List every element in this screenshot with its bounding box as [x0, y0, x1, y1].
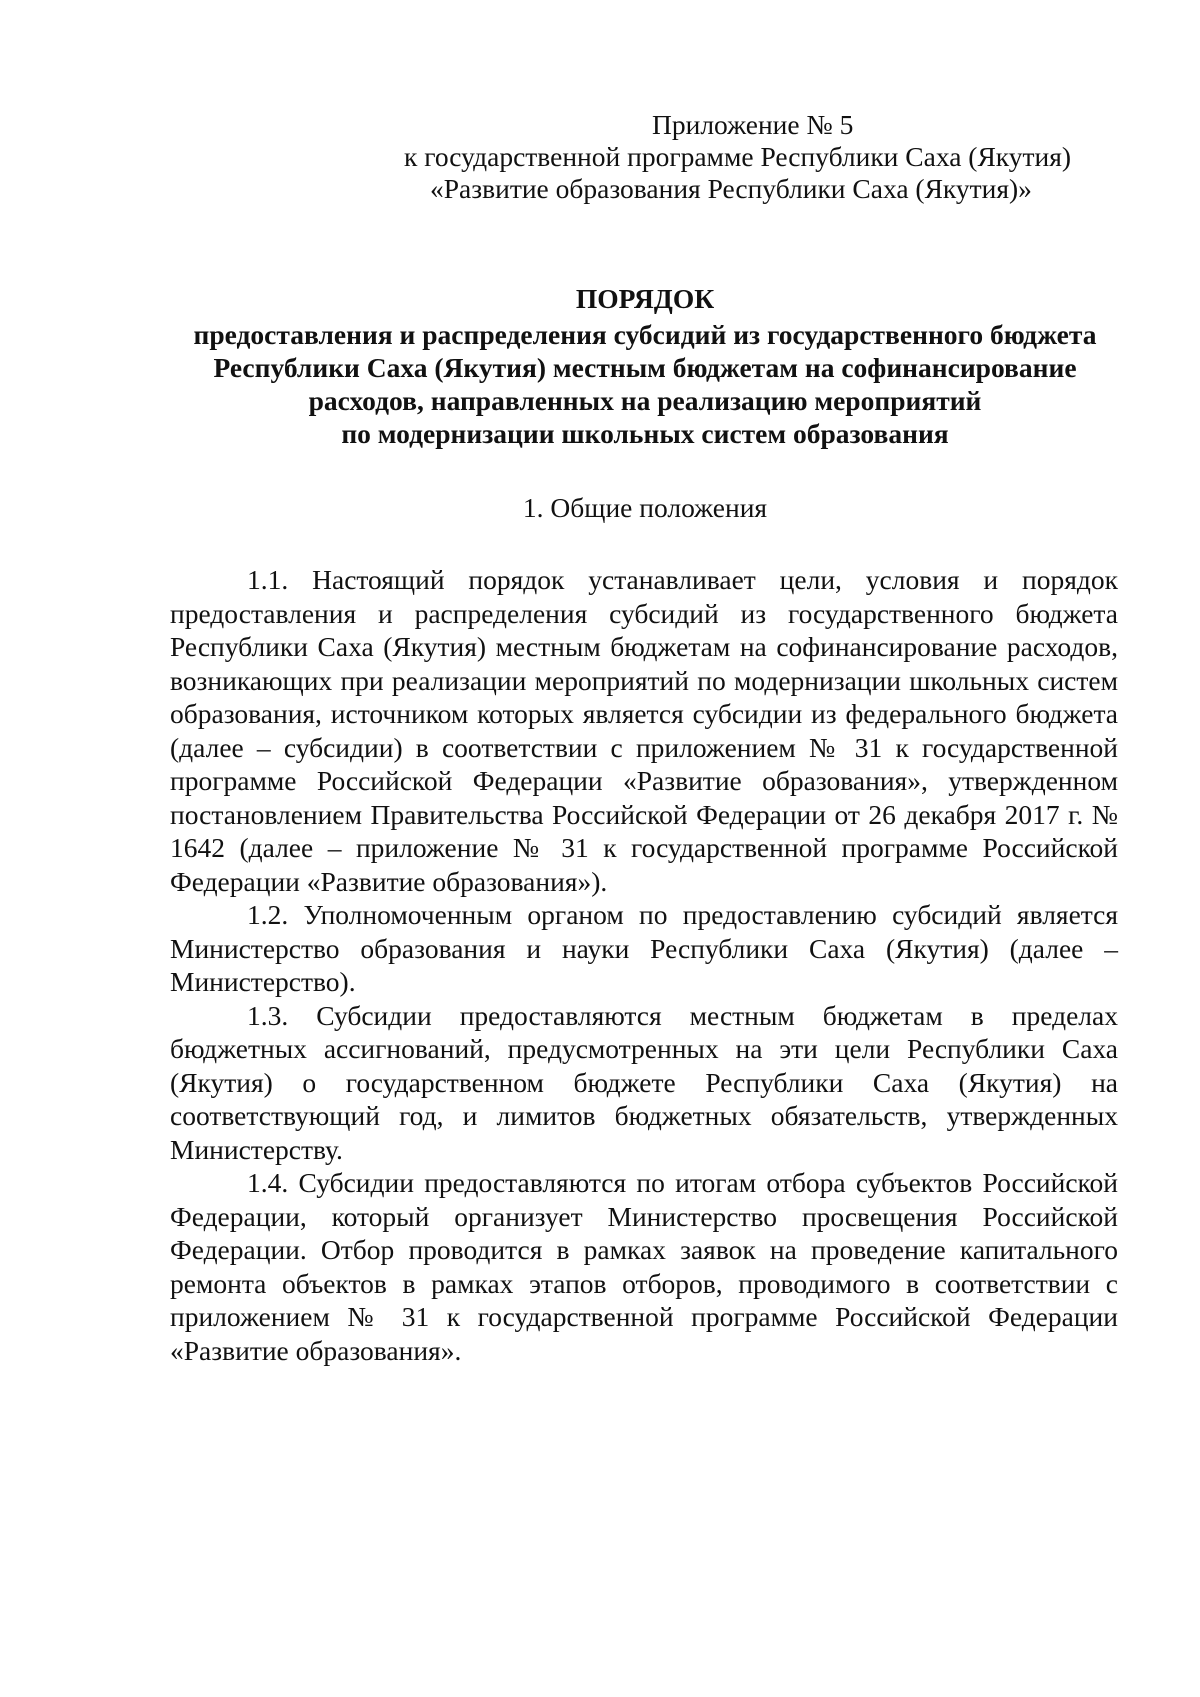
appendix-program-name: «Развитие образования Республики Саха (Якутия)» — [430, 173, 1032, 204]
subtitle-line: предоставления и распределения субсидий из государственного бюджета — [193, 319, 1097, 350]
appendix-header — [380, 109, 1110, 205]
paragraph-1-2: 1.2. Уполномоченным органом по предоставлению субсидий является Министерство образования и науки Республики Саха (Якутия) (далее – Министерство). — [170, 899, 1118, 997]
paragraph-1-4: 1.4. Субсидии предоставляются по итогам отбора субъектов Российской Федерации, который организует Министерство просвещения Российской Федерации. Отбор проводится в рамках заявок на проведение капитального ремонта объектов в рамках этапов отборов, проводимого в соответствии с приложением № 31 к государственной программе Российской Федерации «Развитие образования». — [170, 1167, 1118, 1366]
document-title: ПОРЯДОК — [575, 283, 715, 314]
appendix-program-reference: к государственной программе Республики Саха (Якутия) — [404, 141, 1072, 172]
document-subtitle — [170, 318, 1120, 450]
subtitle-line: по модернизации школьных систем образования — [341, 418, 949, 449]
paragraph-1-3: 1.3. Субсидии предоставляются местным бюджетам в пределах бюджетных ассигнований, предусмотренных на эти цели Республики Саха (Якутия) о государственном бюджете Республики Саха (Якутия) на соответствующий год, и лимитов бюджетных обязательств, утвержденных Министерству. — [170, 999, 1118, 1165]
subtitle-line: расходов, направленных на реализацию мероприятий — [308, 385, 982, 416]
appendix-number: Приложение № 5 — [652, 109, 854, 140]
subtitle-line: Республики Саха (Якутия) местным бюджетам на софинансирование — [213, 352, 1077, 383]
section-heading: 1. Общие положения — [522, 492, 768, 523]
paragraph-1-1: 1.1. Настоящий порядок устанавливает цели, условия и порядок предоставления и распределения субсидий из государственного бюджета Республики Саха (Якутия) местным бюджетам на софинансирование расходов, возникающих при реализации мероприятий по модернизации школьных систем образования, источником которых является субсидии из федерального бюджета (далее – субсидии) в соответствии с приложением № 31 к государственной программе Российской Федерации «Развитие образования», утвержденном постановлением Правительства Российской Федерации от 26 декабря 2017 г. № 1642 (далее – приложение № 31 к государственной программе Российской Федерации «Развитие образования»). — [170, 564, 1118, 897]
document-body — [170, 563, 1118, 1367]
